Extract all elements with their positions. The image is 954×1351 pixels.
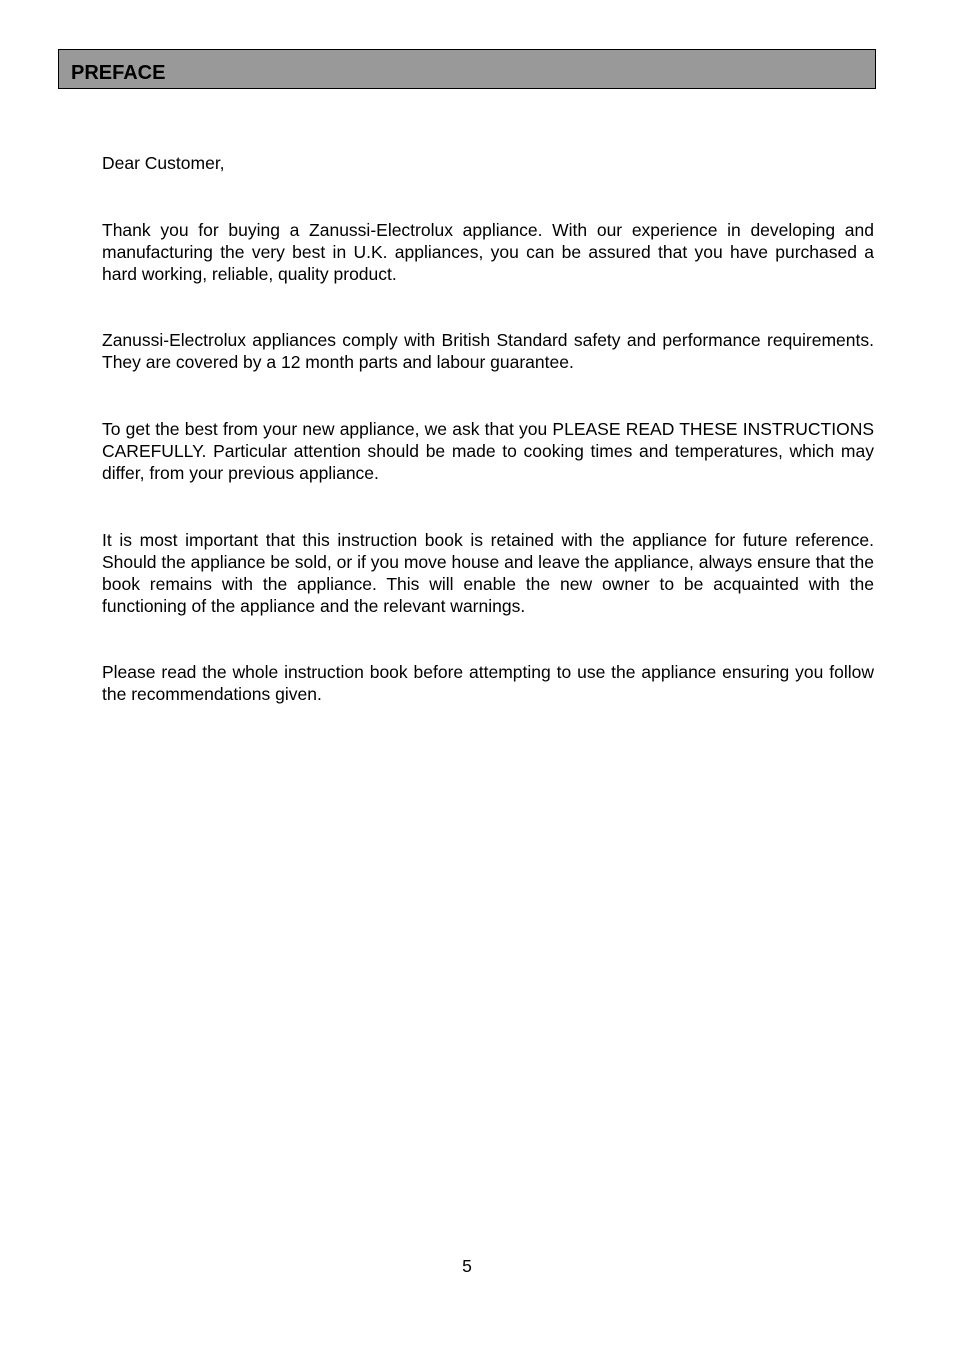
- page-number: 5: [462, 1256, 472, 1276]
- paragraph-compliance: Zanussi-Electrolux appliances comply with British Standard safety and performance requirements. They are covered by a 12 month parts and labour guarantee.: [102, 330, 874, 372]
- greeting: Dear Customer,: [102, 153, 225, 173]
- paragraph-read-whole-book: Please read the whole instruction book before attempting to use the appliance ensuring you follow the recommendations given.: [102, 662, 874, 704]
- section-title: PREFACE: [71, 62, 166, 84]
- paragraph-retain-book: It is most important that this instruction book is retained with the appliance for future reference. Should the appliance be sold, or if you move house and leave the appliance, always ensure that the book remains with the appliance. This will enable the new owner to be acquainted with the functioning of the appliance and the relevant warnings.: [102, 530, 874, 616]
- paragraph-thank-you: Thank you for buying a Zanussi-Electrolux appliance. With our experience in developing and manufacturing the very best in U.K. appliances, you can be assured that you have purchased a hard working, reliable, quality product.: [102, 220, 874, 284]
- paragraph-read-instructions: To get the best from your new appliance, we ask that you PLEASE READ THESE INSTRUCTIONS CAREFULLY. Particular attention should be made to cooking times and temperatures, which may differ, from your previous appliance.: [102, 419, 874, 483]
- section-header: [58, 49, 876, 89]
